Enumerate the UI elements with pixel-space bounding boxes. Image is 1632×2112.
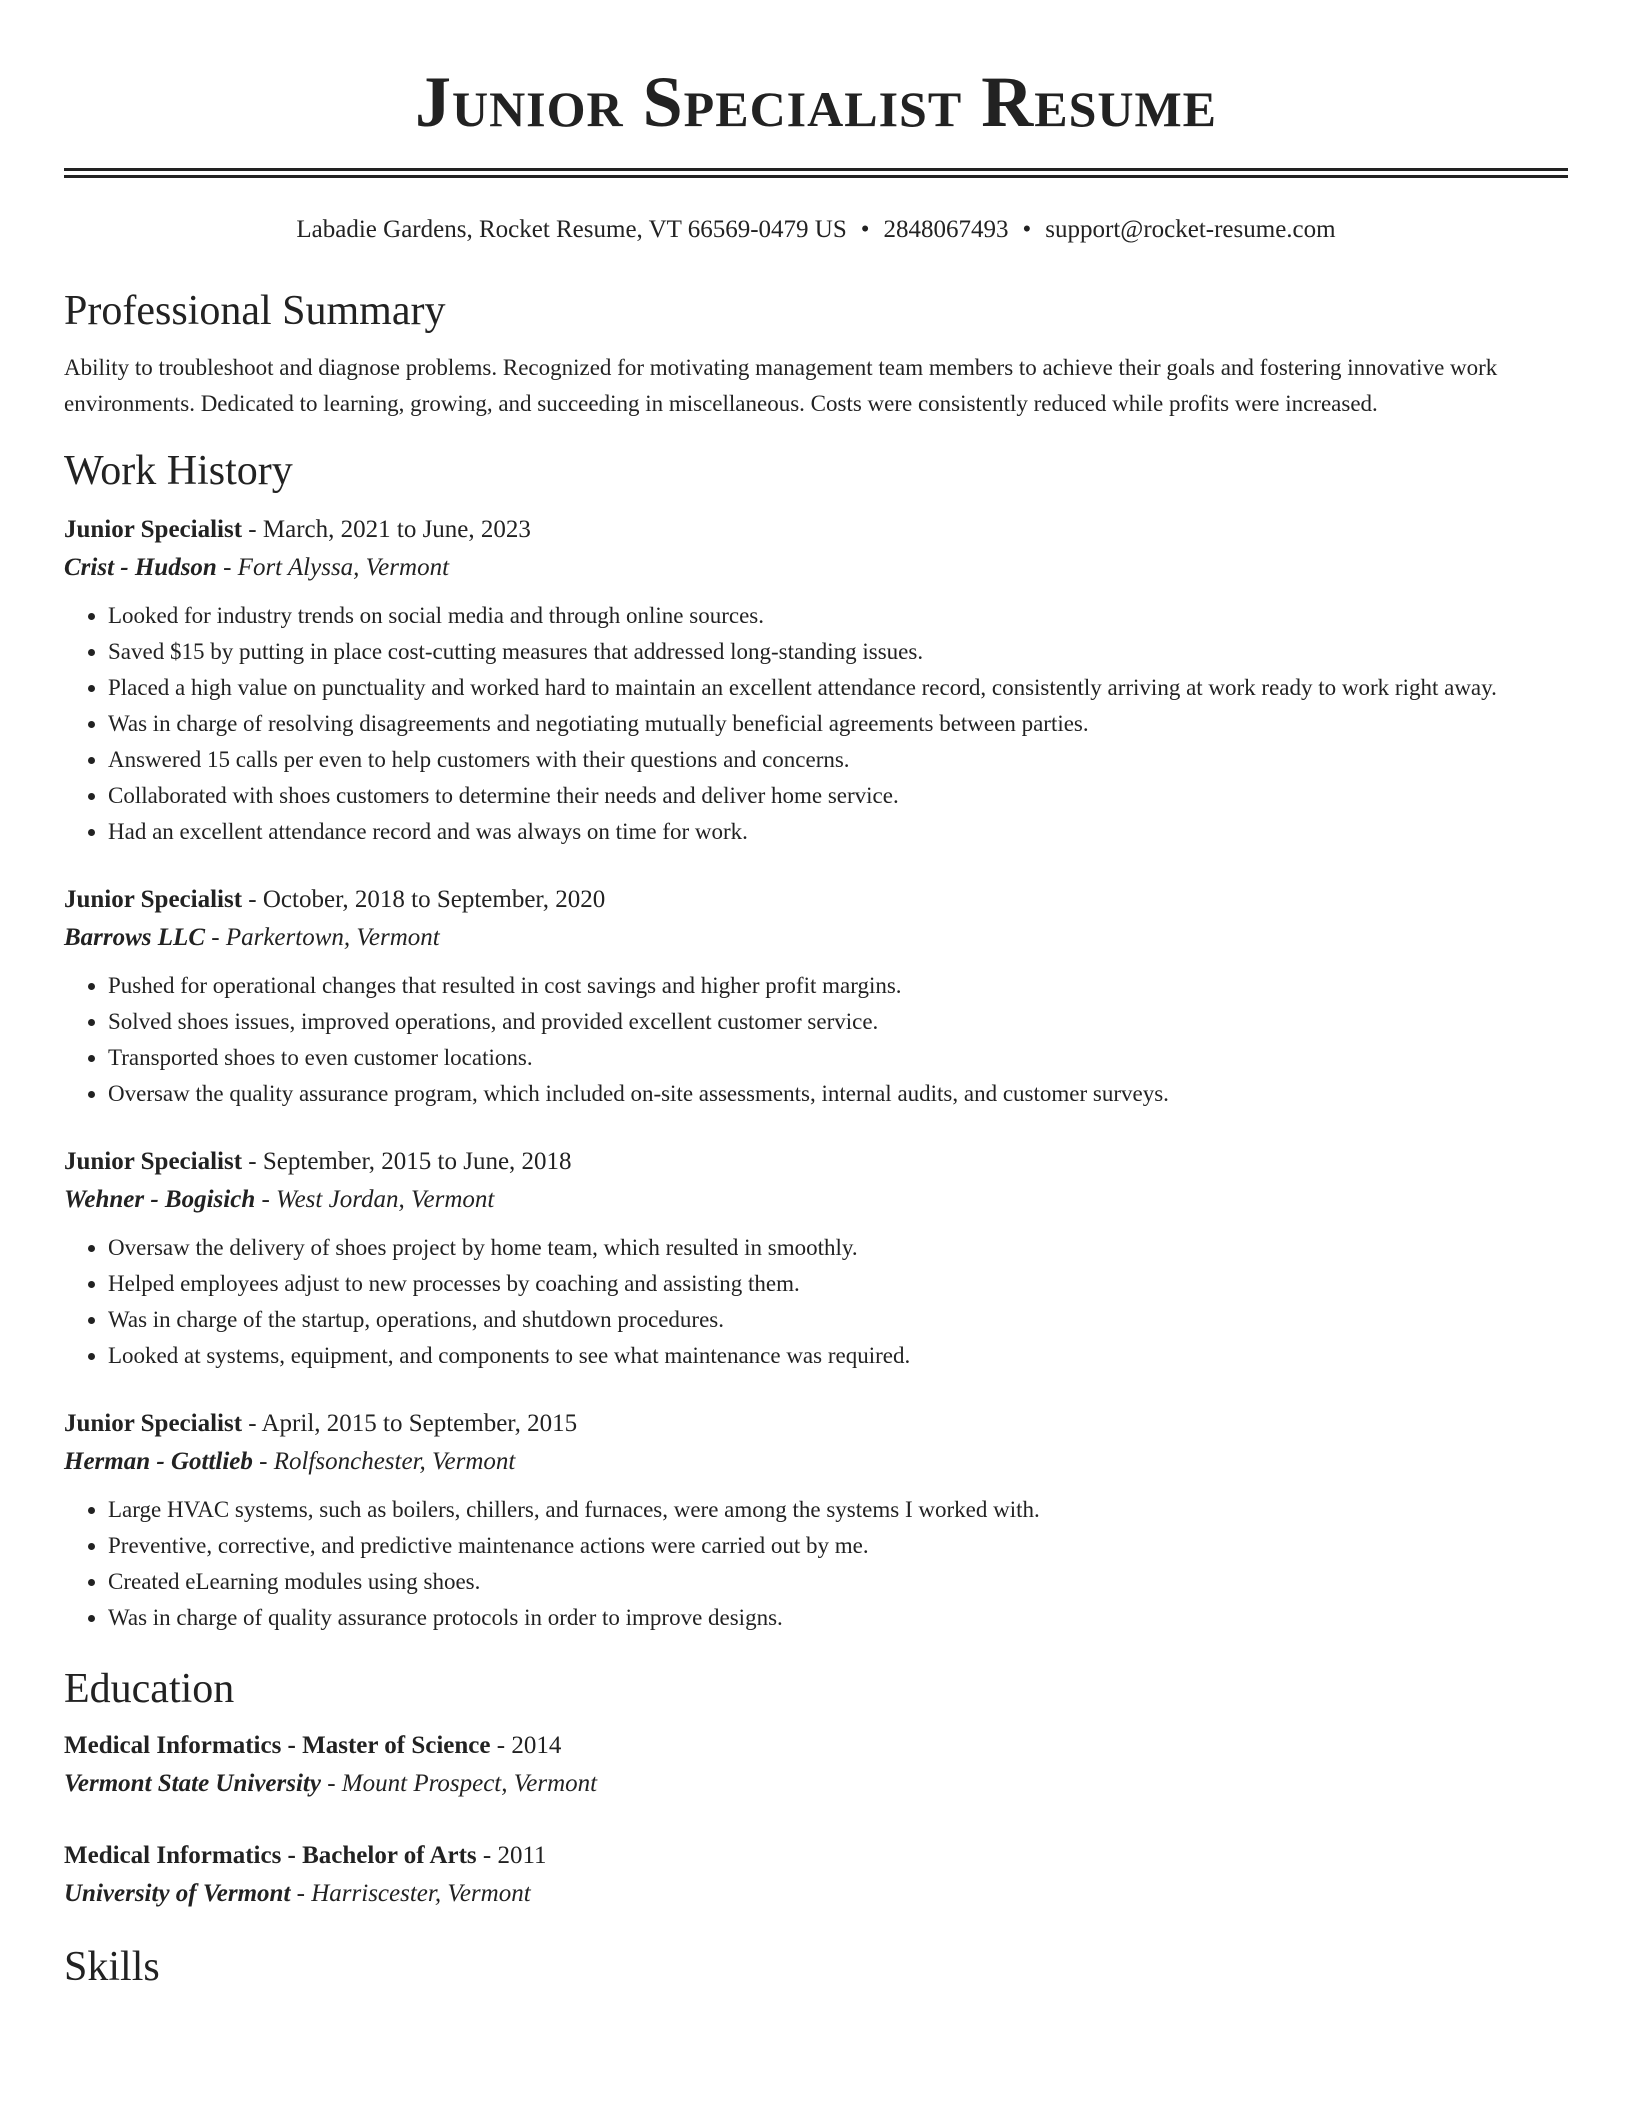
job-company: Barrows LLC — [64, 924, 206, 951]
title-double-rule — [64, 168, 1568, 178]
list-item: • Helped employees adjust to new processes by coaching and assisting them. — [108, 1266, 1568, 1302]
education-header — [64, 1838, 1568, 1874]
job-dates: - April, 2015 to September, 2015 — [242, 1410, 578, 1437]
job-location: - Parkertown, Vermont — [205, 924, 440, 951]
education-location: - Harriscester, Vermont — [290, 1880, 531, 1907]
education-school-line — [64, 1874, 1568, 1914]
job-location: - Fort Alyssa, Vermont — [216, 554, 450, 581]
contact-email: support@rocket-resume.com — [1045, 216, 1336, 243]
contact-phone: 2848067493 — [883, 216, 1009, 243]
job-location: - West Jordan, Vermont — [255, 1186, 495, 1213]
job-employer — [64, 548, 1568, 588]
job-employer — [64, 918, 1568, 958]
summary-text: Ability to troubleshoot and diagnose problems. Recognized for motivating management team members to achieve their goals and fostering innovative work environments. Dedicated to learning, growing, and succeeding in miscellaneous. Costs were consistently reduced while profits were increased. — [64, 355, 1498, 416]
education-entry — [64, 1838, 1568, 1914]
job-header — [64, 882, 1568, 918]
contact-separator: • — [860, 216, 870, 243]
job-entry — [64, 512, 1568, 850]
list-item: • Pushed for operational changes that resulted in cost savings and higher profit margins. — [108, 968, 1568, 1004]
education-degree: Medical Informatics - Bachelor of Arts — [64, 1842, 477, 1869]
job-employer — [64, 1442, 1568, 1482]
job-bullets — [64, 1230, 1568, 1374]
job-bullets — [64, 968, 1568, 1112]
list-item: • Collaborated with shoes customers to determine their needs and deliver home service. — [108, 778, 1568, 814]
list-item: • Was in charge of quality assurance protocols in order to improve designs. — [108, 1600, 1568, 1636]
job-title: Junior Specialist — [64, 516, 243, 543]
list-item: • Looked at systems, equipment, and components to see what maintenance was required. — [108, 1338, 1568, 1374]
job-dates: - October, 2018 to September, 2020 — [242, 886, 606, 913]
job-title: Junior Specialist — [64, 886, 243, 913]
job-header — [64, 1144, 1568, 1180]
list-item: • Created eLearning modules using shoes. — [108, 1564, 1568, 1600]
job-entry — [64, 882, 1568, 1112]
job-bullets — [64, 1492, 1568, 1636]
job-entry — [64, 1144, 1568, 1374]
job-entry — [64, 1406, 1568, 1636]
education-school-line — [64, 1764, 1568, 1804]
list-item: • Transported shoes to even customer locations. — [108, 1040, 1568, 1076]
job-employer — [64, 1180, 1568, 1220]
list-item: • Looked for industry trends on social media and through online sources. — [108, 598, 1568, 634]
job-header — [64, 512, 1568, 548]
job-company: Herman - Gottlieb — [64, 1448, 253, 1475]
contact-address: Labadie Gardens, Rocket Resume, VT 66569-0479 US — [296, 216, 847, 243]
resume-title: Junior Specialist Resume — [414, 62, 1218, 142]
education-location: - Mount Prospect, Vermont — [320, 1770, 598, 1797]
list-item: • Saved $15 by putting in place cost-cutting measures that addressed long-standing issues. — [108, 634, 1568, 670]
education-school: University of Vermont — [64, 1880, 291, 1907]
summary-heading: Professional Summary — [64, 288, 446, 334]
job-bullets — [64, 598, 1568, 850]
education-year: - 2011 — [476, 1842, 547, 1869]
list-item: • Was in charge of the startup, operations, and shutdown procedures. — [108, 1302, 1568, 1338]
list-item: • Had an excellent attendance record and was always on time for work. — [108, 814, 1568, 850]
job-dates: - September, 2015 to June, 2018 — [242, 1148, 572, 1175]
education-entry — [64, 1728, 1568, 1804]
list-item: • Was in charge of resolving disagreements and negotiating mutually beneficial agreements between parties. — [108, 706, 1568, 742]
job-title: Junior Specialist — [64, 1410, 243, 1437]
list-item: • Large HVAC systems, such as boilers, chillers, and furnaces, were among the systems I worked with. — [108, 1492, 1568, 1528]
education-degree: Medical Informatics - Master of Science — [64, 1732, 491, 1759]
education-year: - 2014 — [490, 1732, 562, 1759]
education-heading: Education — [64, 1666, 235, 1712]
contact-line — [64, 214, 1568, 246]
contact-separator: • — [1022, 216, 1032, 243]
job-company: Crist - Hudson — [64, 554, 217, 581]
job-location: - Rolfsonchester, Vermont — [252, 1448, 516, 1475]
list-item: • Placed a high value on punctuality and worked hard to maintain an excellent attendance record, consistently arriving at work ready to work right away. — [108, 670, 1568, 706]
education-header — [64, 1728, 1568, 1764]
job-title: Junior Specialist — [64, 1148, 243, 1175]
education-school: Vermont State University — [64, 1770, 321, 1797]
job-company: Wehner - Bogisich — [64, 1186, 256, 1213]
job-header — [64, 1406, 1568, 1442]
list-item: • Answered 15 calls per even to help customers with their questions and concerns. — [108, 742, 1568, 778]
skills-heading: Skills — [64, 1944, 160, 1990]
list-item: • Solved shoes issues, improved operations, and provided excellent customer service. — [108, 1004, 1568, 1040]
list-item: • Oversaw the quality assurance program, which included on-site assessments, internal audits, and customer surveys. — [108, 1076, 1568, 1112]
job-dates: - March, 2021 to June, 2023 — [242, 516, 531, 543]
list-item: • Oversaw the delivery of shoes project by home team, which resulted in smoothly. — [108, 1230, 1568, 1266]
list-item: • Preventive, corrective, and predictive maintenance actions were carried out by me. — [108, 1528, 1568, 1564]
work-history-heading: Work History — [64, 448, 293, 494]
